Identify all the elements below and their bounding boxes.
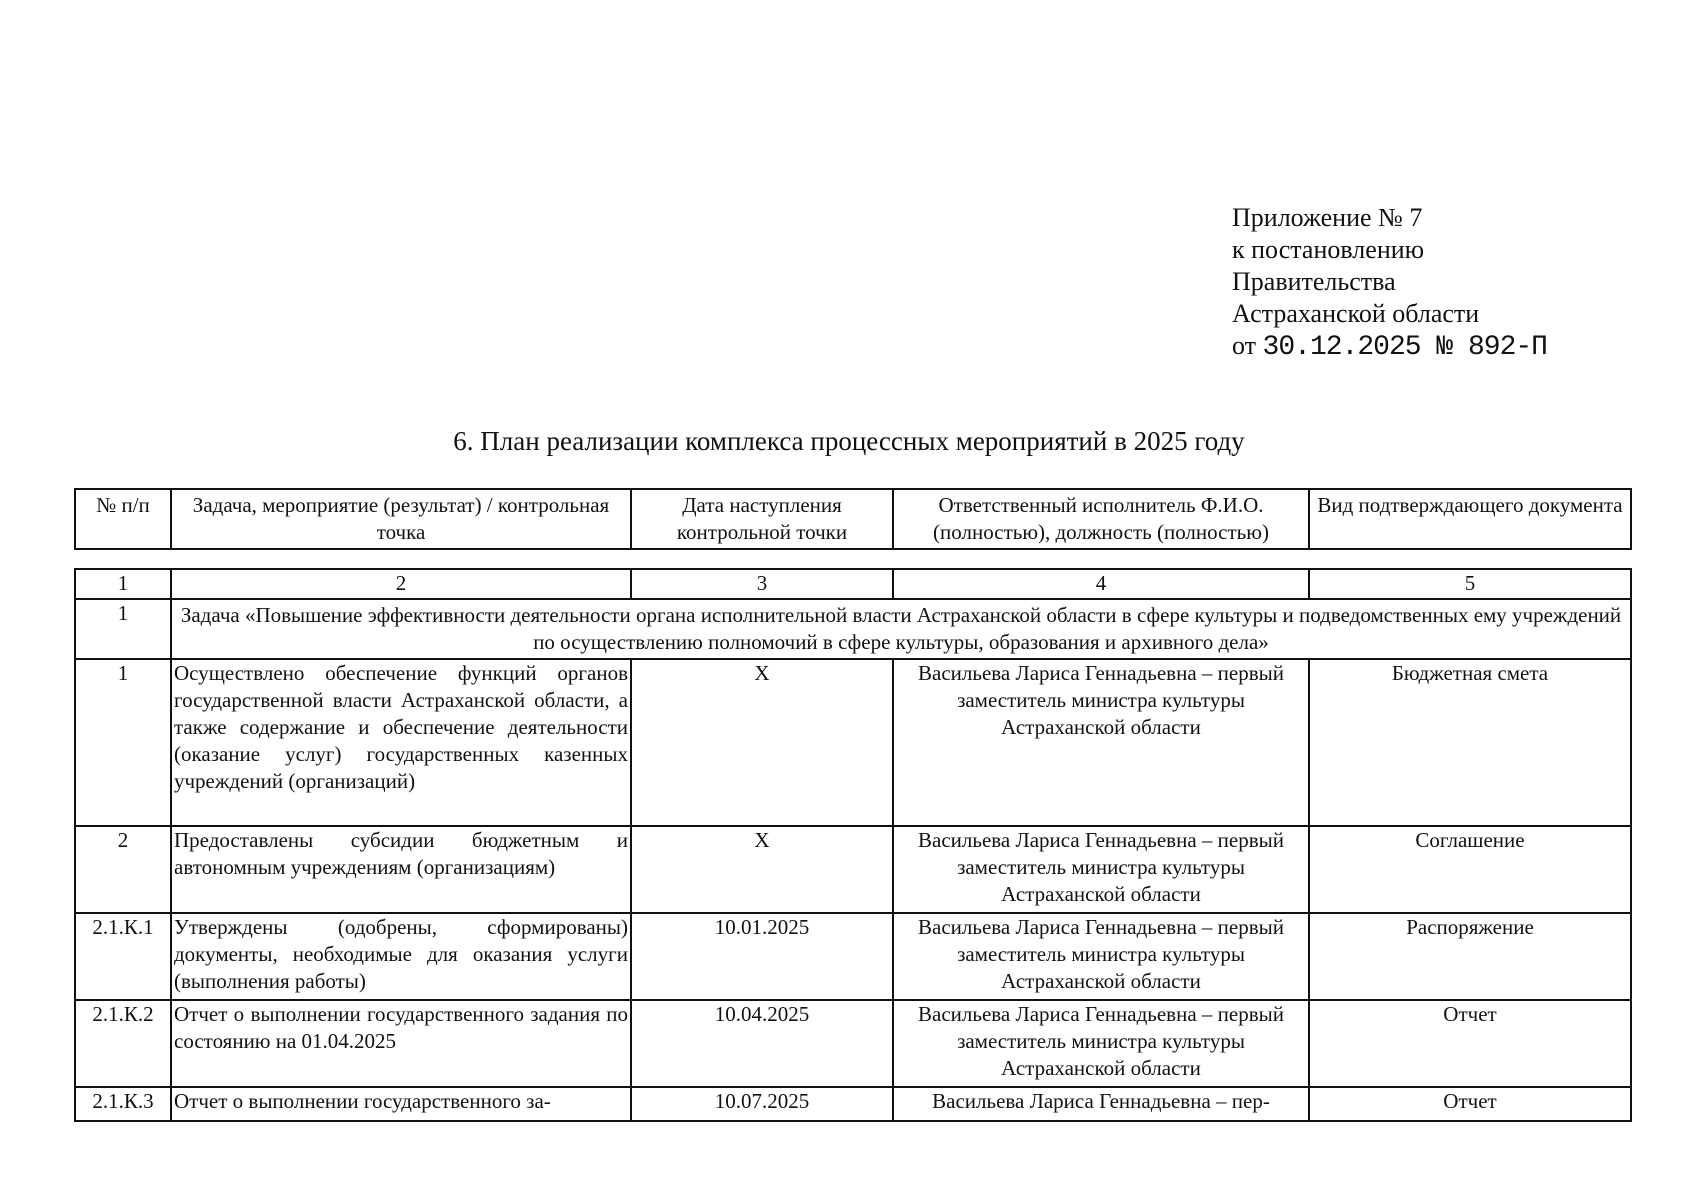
header-table bbox=[74, 488, 1632, 550]
appendix-line-date bbox=[1232, 330, 1547, 364]
row-text: Отчет о выполнении государственного задания по состоянию на 01.04.2025 bbox=[171, 1000, 631, 1087]
header-task: Задача, мероприятие (результат) / контрольная точка bbox=[171, 489, 631, 549]
numbering-cell: 3 bbox=[631, 569, 893, 599]
appendix-date-stamp: 30.12.2025 № 892-П bbox=[1262, 332, 1547, 363]
row-text: Утверждены (одобрены, сформированы) документы, необходимые для оказания услуги (выполнения работы) bbox=[171, 913, 631, 1000]
appendix-line-number: Приложение № 7 bbox=[1232, 203, 1423, 232]
row-responsible: Васильева Лариса Геннадьевна – пер- bbox=[893, 1087, 1309, 1121]
numbering-cell: 1 bbox=[75, 569, 171, 599]
appendix-line-region: Астраханской области bbox=[1232, 299, 1480, 328]
plan-table bbox=[74, 568, 1632, 1122]
row-document: Соглашение bbox=[1309, 826, 1631, 913]
row-document: Отчет bbox=[1309, 1087, 1631, 1121]
table-row bbox=[75, 659, 1631, 826]
task-row bbox=[75, 599, 1631, 659]
row-responsible: Васильева Лариса Геннадьевна – первый заместитель министра культуры Астраханской области bbox=[893, 913, 1309, 1000]
row-date: X bbox=[631, 659, 893, 826]
header-number: № п/п bbox=[75, 489, 171, 549]
header-document: Вид подтверждающего документа bbox=[1309, 489, 1631, 549]
table-row bbox=[75, 1000, 1631, 1087]
row-text: Отчет о выполнении государственного за- bbox=[171, 1087, 631, 1121]
appendix-date-prefix: от bbox=[1232, 331, 1257, 360]
row-number: 2.1.К.3 bbox=[75, 1087, 171, 1121]
row-text: Осуществлено обеспечение функций органов государственной власти Астраханской области, а также содержание и обеспечение деятельности (оказание услуг) государственных казенных учреждений (организаций) bbox=[171, 659, 631, 826]
table-row bbox=[75, 913, 1631, 1000]
appendix-line-government: Правительства bbox=[1232, 267, 1396, 296]
appendix-block bbox=[1232, 202, 1547, 364]
numbering-cell: 4 bbox=[893, 569, 1309, 599]
page-title: 6. План реализации комплекса процессных мероприятий в 2025 году bbox=[453, 426, 1245, 456]
row-number: 2.1.К.2 bbox=[75, 1000, 171, 1087]
row-date: 10.04.2025 bbox=[631, 1000, 893, 1087]
appendix-line-resolution: к постановлению bbox=[1232, 235, 1425, 264]
row-document: Отчет bbox=[1309, 1000, 1631, 1087]
row-text: Предоставлены субсидии бюджетным и автономным учреждениям (организациям) bbox=[171, 826, 631, 913]
numbering-row bbox=[75, 569, 1631, 599]
table-row bbox=[75, 1087, 1631, 1121]
row-number: 2 bbox=[75, 826, 171, 913]
row-number: 2.1.К.1 bbox=[75, 913, 171, 1000]
row-number: 1 bbox=[75, 659, 171, 826]
row-document: Распоряжение bbox=[1309, 913, 1631, 1000]
task-text: Задача «Повышение эффективности деятельности органа исполнительной власти Астраханской области в сфере культуры и подведомственных ему учреждений по осуществлению полномочий в сфере культуры, образования и архивного дела» bbox=[171, 599, 1631, 659]
numbering-cell: 2 bbox=[171, 569, 631, 599]
row-responsible: Васильева Лариса Геннадьевна – первый заместитель министра культуры Астраханской области bbox=[893, 1000, 1309, 1087]
table-row bbox=[75, 826, 1631, 913]
row-date: 10.07.2025 bbox=[631, 1087, 893, 1121]
row-responsible: Васильева Лариса Геннадьевна – первый заместитель министра культуры Астраханской области bbox=[893, 826, 1309, 913]
row-date: 10.01.2025 bbox=[631, 913, 893, 1000]
header-date: Дата наступления контрольной точки bbox=[631, 489, 893, 549]
row-date: X bbox=[631, 826, 893, 913]
header-responsible: Ответственный исполнитель Ф.И.О. (полностью), должность (полностью) bbox=[893, 489, 1309, 549]
row-responsible: Васильева Лариса Геннадьевна – первый заместитель министра культуры Астраханской области bbox=[893, 659, 1309, 826]
row-document: Бюджетная смета bbox=[1309, 659, 1631, 826]
task-number: 1 bbox=[75, 599, 171, 659]
header-row bbox=[75, 489, 1631, 549]
numbering-cell: 5 bbox=[1309, 569, 1631, 599]
